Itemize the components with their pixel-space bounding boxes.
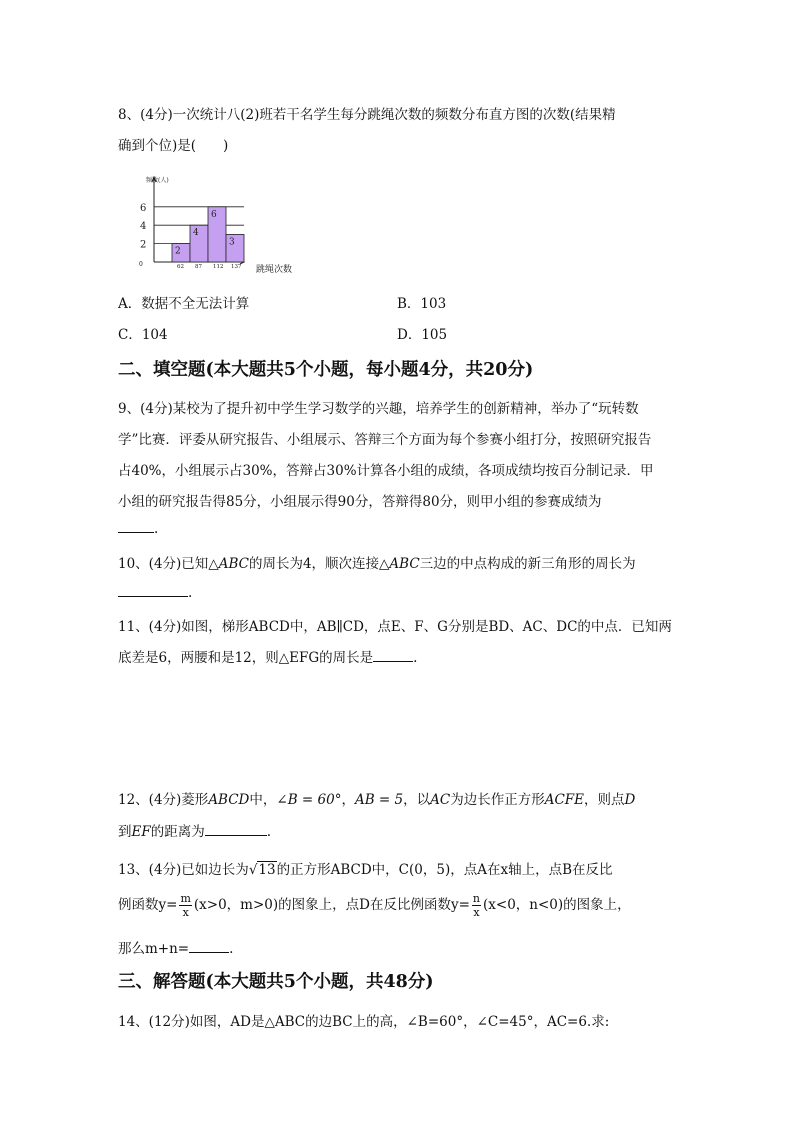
q10-answer-line: .: [118, 584, 192, 601]
q12-line2: 到EF的距离为 .: [118, 824, 272, 840]
q13-line2: 例函数y= $\frac{m}{x}$ (x>0，m>0)的图象上，点D在反比例函数y= $\frac{n}{x}$ (x<0，n<0)的图象上，: [118, 892, 631, 919]
q11-line1: 11、(4分)如图，梯形ABCD中，AB∥CD，点E、F、G分别是BD、AC、DC的中点．已知两: [118, 619, 672, 635]
q8-option-a: A．数据不全无法计算: [118, 296, 250, 312]
x-axis-label: 跳绳次数: [256, 265, 293, 275]
q9-line1: 9、(4分)某校为了提升初中学生学习数学的兴趣，培养学生的创新精神，举办了“玩转数: [118, 401, 639, 417]
q13-line1: 13、(4分)已如边长为√13的正方形ABCD中，C(0，5)，点A在x轴上，点B在反比: [118, 862, 613, 878]
q8-option-c: C．104: [118, 327, 168, 343]
answer-blank: [205, 823, 267, 836]
bar-value-label: 2: [175, 246, 181, 257]
x-tick-label: 62: [177, 264, 184, 270]
q8-line2: 确到个位)是( ): [118, 138, 229, 154]
q9-line3: 占40%，小组展示占30%，答辩占30%计算各小组的成绩，各项成绩均按百分制记录．甲: [118, 463, 654, 479]
q8-line1: 8、(4分)一次统计八(2)班若干名学生每分跳绳次数的频数分布直方图的次数(结果精: [118, 107, 616, 123]
q9-line4: 小组的研究报告得85分，小组展示得90分，答辩得80分，则甲小组的参赛成绩为: [118, 494, 602, 510]
q14-line1: 14、(12分)如图，AD是△ABC的边BC上的高，∠B=60°，∠C=45°，AC=6.求:: [118, 1014, 610, 1030]
q9-line2: 学”比赛．评委从研究报告、小组展示、答辩三个方面为每个参赛小组打分，按照研究报告: [118, 432, 652, 448]
y-axis-label: 频数(人): [146, 177, 169, 184]
x-tick-label: 112: [213, 264, 224, 270]
y-tick-label: 2: [140, 239, 147, 251]
fraction-m-over-x: $\frac{m}{x}$: [180, 892, 191, 919]
q11-line2: 底差是6，两腰和是12，则△EFG的周长是 .: [118, 650, 418, 666]
q10-line1: 10、(4分)已知△ABC的周长为4，顺次连接△ABC三边的中点构成的新三角形的周长为: [118, 556, 636, 572]
answer-blank: [373, 649, 413, 662]
bar-value-label: 4: [193, 228, 199, 239]
histogram-chart: [134, 172, 304, 277]
q9-answer-line: .: [118, 520, 158, 537]
answer-blank: [118, 584, 188, 597]
q13-line3: 那么m+n= .: [118, 941, 234, 957]
y-tick-label: 6: [140, 202, 147, 214]
section2-title: 二、填空题(本大题共5个小题，每小题4分，共20分): [118, 360, 534, 380]
q8-option-d: D．105: [397, 327, 448, 343]
y-tick-label: 0: [139, 261, 143, 268]
bar-value-label: 3: [229, 237, 235, 248]
sqrt-symbol: √13: [248, 862, 276, 878]
answer-blank: [189, 940, 229, 953]
y-tick-label: 4: [140, 221, 147, 233]
x-tick-label: 87: [195, 264, 202, 270]
q12-line1: 12、(4分)菱形ABCD中，∠B = 60°，AB = 5，以AC为边长作正方形ACFE，则点D: [118, 792, 636, 808]
section3-title: 三、解答题(本大题共5个小题，共48分): [118, 972, 434, 992]
fraction-n-over-x: $\frac{n}{x}$: [472, 892, 480, 919]
q8-option-b: B．103: [397, 296, 447, 312]
answer-blank: [118, 520, 154, 533]
bar-value-label: 6: [211, 209, 217, 220]
x-tick-label: 137: [231, 264, 242, 270]
